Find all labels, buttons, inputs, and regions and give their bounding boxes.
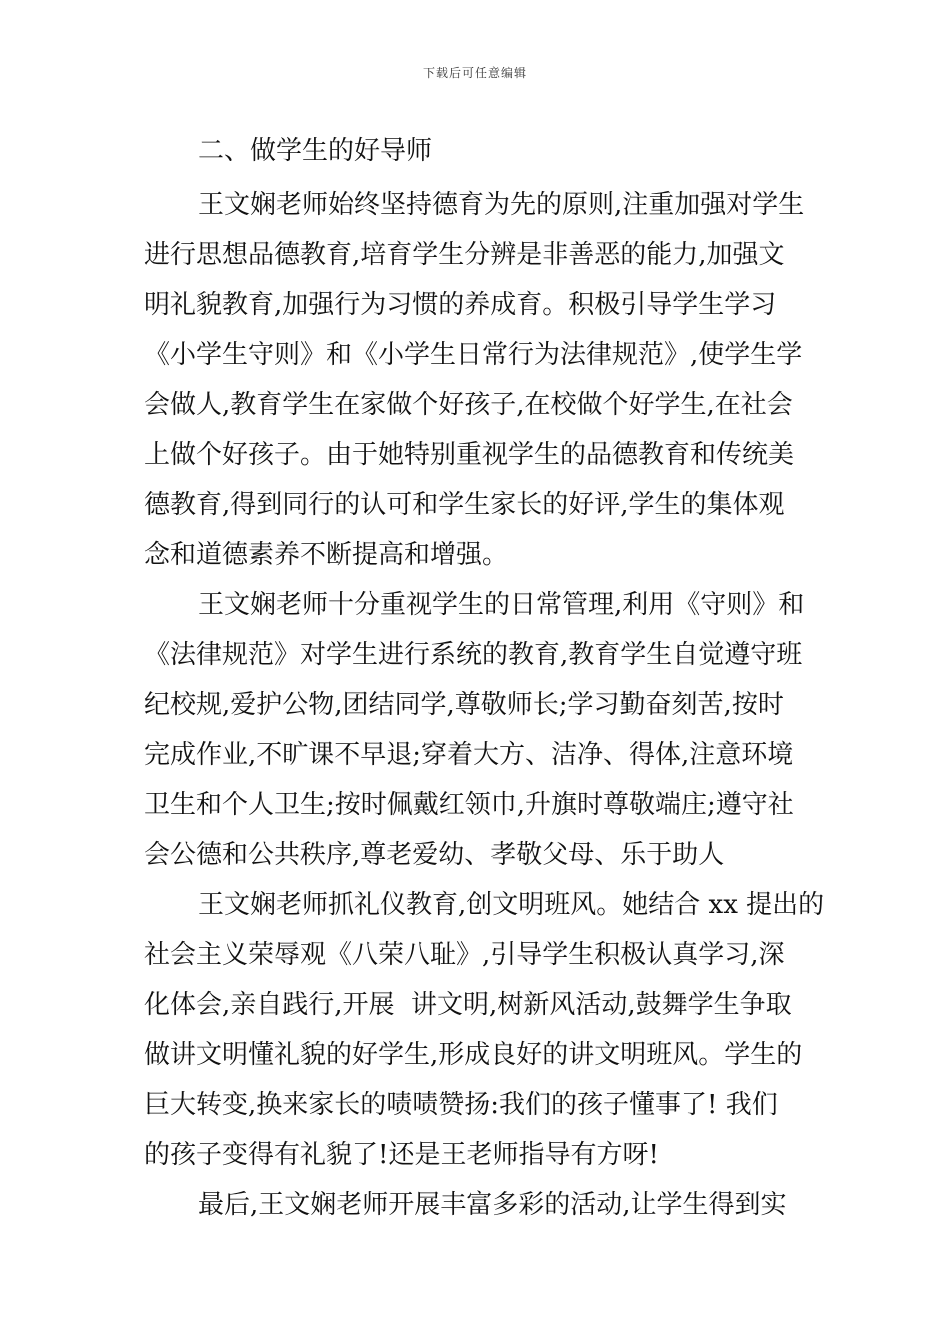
paragraph-line: 巨大转变,换来家长的啧啧赞扬:我们的孩子懂事了! 我们: [144, 1090, 778, 1120]
paragraph-line: 进行思想品德教育,培育学生分辨是非善恶的能力,加强文: [144, 240, 785, 270]
document-body: [144, 124, 825, 1230]
paragraph-line: 卫生和个人卫生;按时佩戴红领巾,升旗时尊敬端庄;遵守社: [144, 790, 794, 820]
paragraph-3: [144, 880, 825, 1180]
paragraph-line: 明礼貌教育,加强行为习惯的养成育。积极引导学生学习: [144, 290, 777, 320]
paragraph-line: 念和道德素养不断提高和增强。: [144, 540, 509, 570]
paragraph-line: 《法律规范》对学生进行系统的教育,教育学生自觉遵守班: [144, 640, 803, 670]
paragraph-line: 完成作业,不旷课不早退;穿着大方、洁净、得体,注意环境: [144, 740, 794, 770]
paragraph-line: 最后,王文娴老师开展丰富多彩的活动,让学生得到实: [198, 1190, 787, 1220]
paragraph-line: 王文娴老师十分重视学生的日常管理,利用《守则》和: [198, 590, 805, 620]
paragraph-line: 王文娴老师始终坚持德育为先的原则,注重加强对学生: [198, 190, 805, 220]
paragraph-line: 做讲文明懂礼貌的好学生,形成良好的讲文明班风。学生的: [144, 1040, 803, 1070]
page-header: 下载后可任意编辑: [422, 66, 527, 80]
paragraph-line: 德教育,得到同行的认可和学生家长的好评,学生的集体观: [144, 490, 785, 520]
paragraph-4: [144, 1180, 808, 1230]
paragraph-line: 会做人,教育学生在家做个好孩子,在校做个好学生,在社会: [144, 390, 793, 420]
paragraph-line: 的孩子变得有礼貌了!还是王老师指导有方呀!: [144, 1140, 659, 1170]
section-heading: 二、做学生的好导师: [198, 136, 433, 166]
paragraph-line: 《小学生守则》和《小学生日常行为法律规范》,使学生学: [144, 340, 803, 370]
paragraph-1: [144, 180, 808, 580]
paragraph-line: 纪校规,爱护公物,团结同学,尊敬师长;学习勤奋刻苦,按时: [144, 690, 784, 720]
paragraph-line: 王文娴老师抓礼仪教育,创文明班风。她结合 xx 提出的: [198, 890, 825, 920]
paragraph-line: 会公德和公共秩序,尊老爱幼、孝敬父母、乐于助人: [144, 840, 725, 870]
paragraph-line: 上做个好孩子。由于她特别重视学生的品德教育和传统美: [144, 440, 795, 470]
paragraph-line: 化体会,亲自践行,开展 讲文明,树新风活动,鼓舞学生争取: [144, 990, 792, 1020]
paragraph-line: 社会主义荣辱观《八荣八耻》,引导学生积极认真学习,深: [144, 940, 785, 970]
paragraph-2: [144, 580, 808, 880]
